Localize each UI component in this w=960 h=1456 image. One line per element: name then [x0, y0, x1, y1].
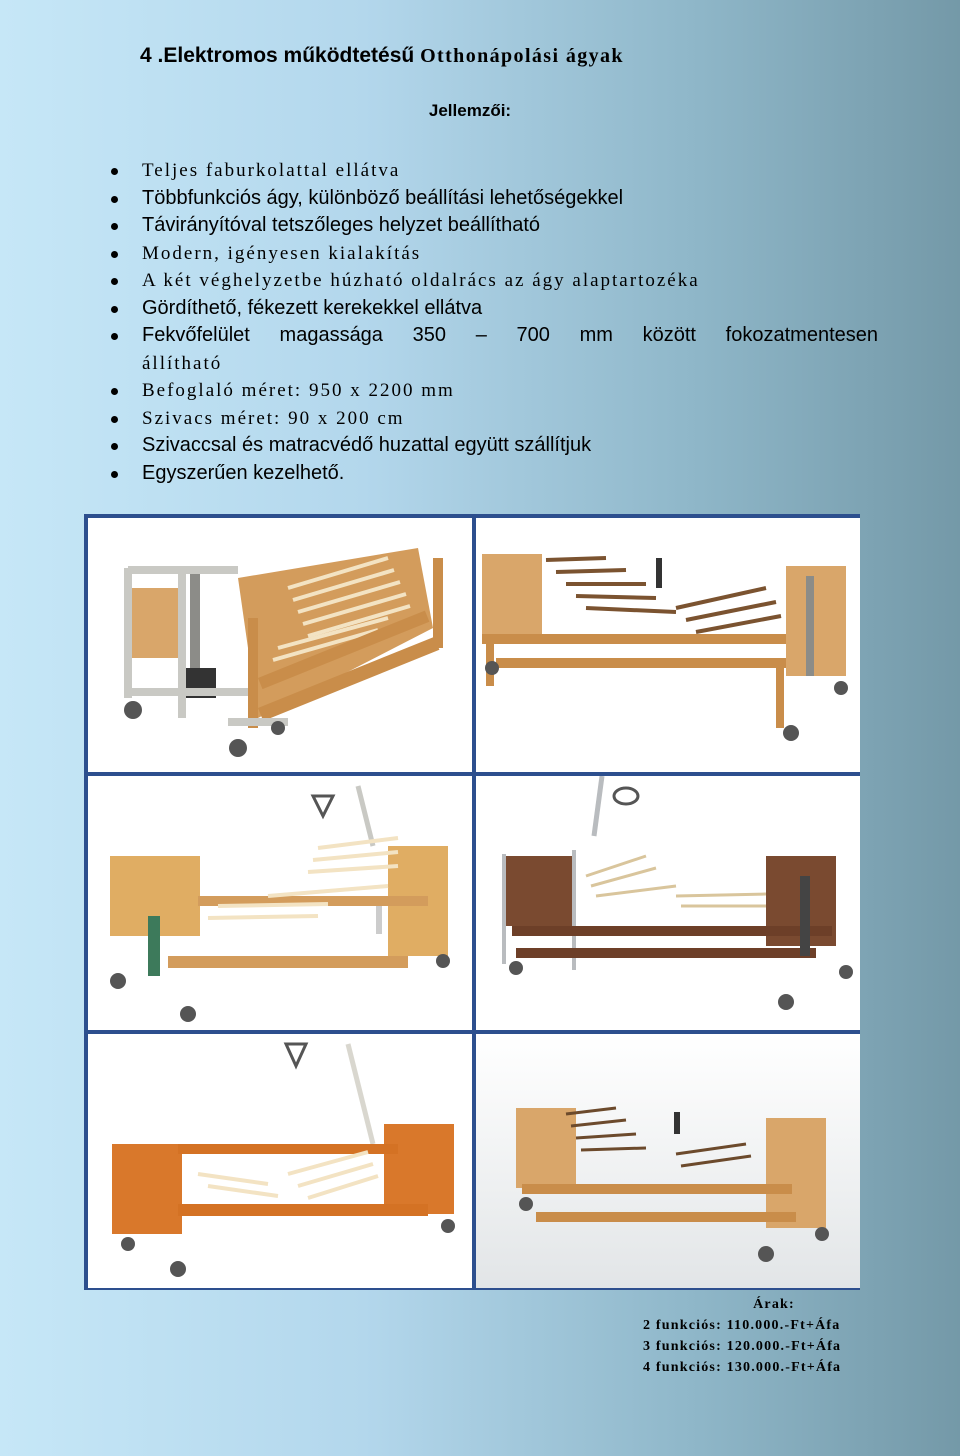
bed-photo-1	[88, 518, 472, 772]
bed-illustration	[476, 776, 860, 1030]
feature-item: Befoglaló méret: 950 x 2200 mm	[108, 377, 878, 405]
features-heading: Jellemzői:	[428, 101, 512, 120]
price-list	[643, 1294, 865, 1378]
title-sub: Otthonápolási ágyak	[420, 45, 624, 67]
page-title	[140, 44, 624, 68]
feature-item: Egyszerűen kezelhető.	[108, 460, 878, 488]
feature-item: Szivaccsal és matracvédő huzattal együtt szállítjuk	[108, 432, 878, 460]
bed-illustration	[88, 1034, 472, 1288]
price-row: 4 funkciós: 130.000.-Ft+Áfa	[643, 1360, 842, 1375]
bed-photo-6	[476, 1034, 860, 1288]
feature-item	[108, 322, 878, 377]
title-main: 4 .Elektromos működtetésű	[140, 44, 415, 67]
feature-item: Többfunkciós ágy, különböző beállítási lehetőségekkel	[108, 185, 878, 213]
bed-photo-2	[476, 518, 860, 772]
bed-illustration	[88, 518, 472, 772]
feature-item: Szivacs méret: 90 x 200 cm	[108, 405, 878, 433]
bed-photo-5	[88, 1034, 472, 1288]
feature-item: Gördíthető, fékezett kerekekkel ellátva	[108, 295, 878, 323]
bed-illustration	[476, 518, 860, 772]
price-row: 3 funkciós: 120.000.-Ft+Áfa	[643, 1339, 842, 1354]
price-title: Árak:	[753, 1297, 795, 1312]
photo-grid	[84, 514, 860, 1290]
feature-item: A két véghelyzetbe húzható oldalrács az ágy alaptartozéka	[108, 267, 878, 295]
price-row: 2 funkciós: 110.000.-Ft+Áfa	[643, 1318, 841, 1333]
bed-illustration	[476, 1034, 860, 1288]
feature-line-1: Fekvőfelület magassága 350 – 700 mm között fokozatmentesen	[142, 324, 878, 346]
feature-item: Modern, igényesen kialakítás	[108, 240, 878, 268]
feature-line-2: állítható	[142, 352, 223, 374]
bed-photo-3	[88, 776, 472, 1030]
bed-illustration	[88, 776, 472, 1030]
features-list	[108, 157, 878, 487]
feature-item: Teljes faburkolattal ellátva	[108, 157, 878, 185]
bed-photo-4	[476, 776, 860, 1030]
feature-item: Távirányítóval tetszőleges helyzet beállítható	[108, 212, 878, 240]
